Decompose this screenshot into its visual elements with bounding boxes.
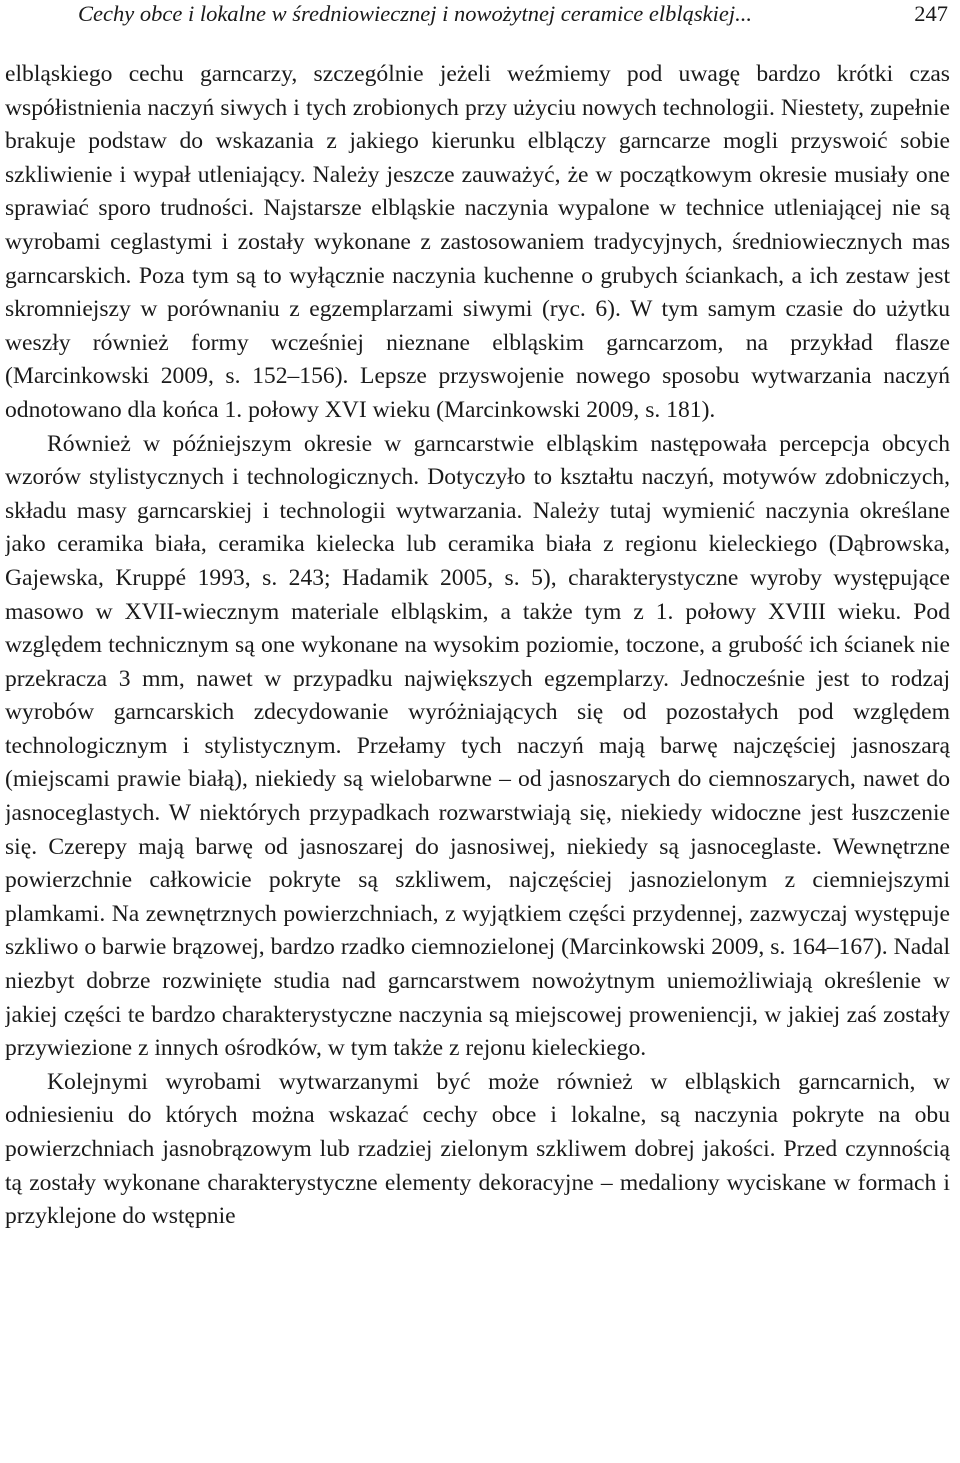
running-header bbox=[5, 0, 950, 28]
page-number: 247 bbox=[914, 1, 948, 26]
paragraph-3: Kolejnymi wyrobami wytwarzanymi być może również w elbląskich garncarnich, w odniesieniu do których można wskazać cechy obce i lokalne, są naczynia pokryte na obu powierzchniach jasnobrązowym lub rzadziej zielonym szkliwem dobrej jakości. Przed czynnością tą zostały wykonane charakterystyczne elementy dekoracyjne – medaliony wyciskane w formach i przyklejone do wstępnie bbox=[5, 1068, 950, 1230]
document-page bbox=[5, 0, 950, 1463]
paragraph-2: Również w późniejszym okresie w garncarstwie elbląskim następowała percepcja obcych wzorów stylistycznych i technologicznych. Dotyczyło to kształtu naczyń, motywów zdobniczych, składu masy garncarskiej i technologii wytwarzania. Należy tutaj wymienić naczynia określane jako ceramika biała, ceramika kielecka lub ceramika biała z regionu kieleckiego (Dąbrowska, Gajewska, Kruppé 1993, s. 243; Hadamik 2005, s. 5), charakterystyczne wyroby występujące masowo w XVII-wiecznym materiale elbląskim, a także tym z 1. połowy XVIII wieku. Pod względem technicznym są one wykonane na wysokim poziomie, toczone, a grubość ich ścianek nie przekracza 3 mm, nawet w przypadku największych egzemplarzy. Jednocześnie jest to rodzaj wyrobów garncarskich zdecydowanie wyróżniających się od pozostałych pod względem technologicznym i stylistycznym. Przełamy tych naczyń mają barwę najczęściej jasnoszarą (miejscami prawie białą), niekiedy są wielobarwne – od jasnoszarych do ciemnoszarych, nawet do jasnoceglastych. W niektórych przypadkach rozwarstwiają się, niekiedy widoczne jest łuszczenie się. Czerepy mają barwę od jasnoszarej do jasnosiwej, niekiedy są jasnoceglaste. Wewnętrzne powierzchnie całkowicie pokryte są szkliwem, najczęściej jasnozielonym z ciemniejszymi plamkami. Na zewnętrznych powierzchniach, z wyjątkiem części przydennej, zazwyczaj występuje szkliwo o barwie brązowej, bardzo rzadko ciemnozielonej (Marcinkowski 2009, s. 164–167). Nadal niezbyt dobrze rozwinięte studia nad garncarstwem nowożytnym uniemożliwiają określenie w jakiej części te bardzo charakterystyczne naczynia są miejscowej proweniencji, w jakiej zaś zostały przywiezione z innych ośrodków, w tym także z rejonu kieleckiego. bbox=[5, 430, 950, 1062]
running-title: Cechy obce i lokalne w średniowiecznej i nowożytnej ceramice elbląskiej... bbox=[78, 1, 752, 26]
body-text bbox=[5, 58, 950, 1234]
paragraph-1: elbląskiego cechu garncarzy, szczególnie jeżeli weźmiemy pod uwagę bardzo krótki czas współistnienia naczyń siwych i tych zrobionych przy użyciu nowych technologii. Niestety, zupełnie brakuje podstaw do wskazania z jakiego kierunku elblączy garncarze mogli przyswoić sobie szkliwienie i wypał utleniający. Należy jeszcze zauważyć, że w początkowym okresie musiały one sprawiać sporo trudności. Najstarsze elbląskie naczynia wypalone w technice utleniającej nie są wyrobami ceglastymi i zostały wykonane z zastosowaniem tradycyjnych, średniowiecznych mas garncarskich. Poza tym są to wyłącznie naczynia kuchenne o grubych ściankach, a ich zestaw jest skromniejszy w porównaniu z egzemplarzami siwymi (ryc. 6). W tym samym czasie do użytku weszły również formy wcześniej nieznane elbląskim garncarzom, na przykład flasze (Marcinkowski 2009, s. 152–156). Lepsze przyswojenie nowego sposobu wytwarzania naczyń odnotowano dla końca 1. połowy XVI wieku (Marcinkowski 2009, s. 181). bbox=[5, 61, 950, 423]
